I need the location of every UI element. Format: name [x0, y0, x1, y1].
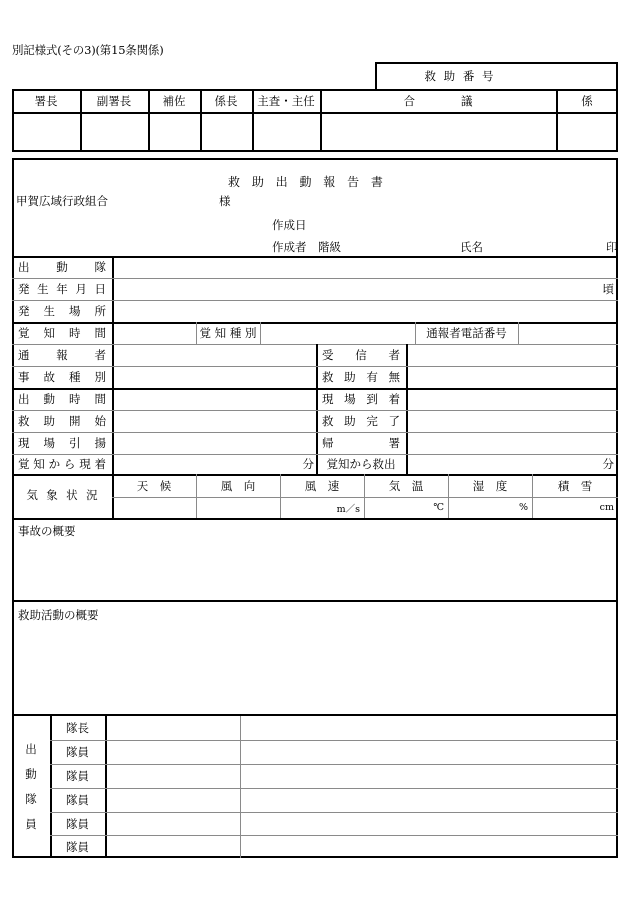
field-label-accident-type — [12, 366, 112, 388]
crew-name-5[interactable] — [105, 835, 240, 858]
field-label-rescue-start — [12, 410, 112, 432]
author-name-value[interactable] — [488, 236, 600, 252]
label-char: 者 — [94, 348, 106, 362]
label-char: 生 — [37, 282, 49, 296]
weather-section-label — [12, 474, 112, 518]
approval-header-chief: 署長 — [34, 93, 58, 108]
field-value-caller[interactable] — [112, 344, 316, 366]
label-char: 着 — [94, 457, 106, 471]
label-char: 時 — [69, 326, 81, 340]
field-label-return-station — [316, 432, 406, 454]
crew-role-3: 隊員 — [66, 793, 89, 807]
label-char: 月 — [75, 282, 87, 296]
label-char: 現 — [322, 392, 334, 406]
crew-note-5[interactable] — [240, 835, 618, 858]
label-char: 間 — [94, 326, 106, 340]
approval-header-consultation: 合 議 — [403, 93, 473, 108]
label-char: 状 — [66, 488, 78, 503]
approval-header-inspector: 主査・主任 — [257, 93, 315, 108]
field-label-caller — [12, 344, 112, 366]
label-char: 知 — [43, 326, 55, 340]
approval-value-section-chief[interactable] — [200, 112, 252, 152]
crew-side-label-char: 隊 — [25, 791, 37, 806]
weather-unit-snow: cm — [599, 502, 614, 513]
addressee-suffix: 様 — [219, 194, 231, 208]
weather-value-wind-direction[interactable] — [196, 497, 280, 518]
label-char: 覚 — [18, 457, 30, 471]
field-value-return-station[interactable] — [406, 432, 618, 454]
crew-note-4[interactable] — [240, 812, 618, 835]
field-value-scene-withdraw[interactable] — [112, 432, 316, 454]
approval-value-inspector[interactable] — [252, 112, 320, 152]
approval-value-chief[interactable] — [12, 112, 80, 152]
label-char: 況 — [86, 488, 98, 503]
label-char: 出 — [18, 392, 30, 406]
created-date-value[interactable] — [310, 214, 610, 230]
crew-note-0[interactable] — [240, 716, 618, 740]
label-char: 気 — [26, 488, 38, 503]
field-value-caller-phone[interactable] — [518, 322, 618, 344]
crew-name-1[interactable] — [105, 740, 240, 764]
label-char: 信 — [355, 348, 367, 362]
author-rank-label: 作成者 階級 — [272, 240, 341, 254]
approval-header-deputy-chief: 副署長 — [96, 93, 132, 108]
crew-name-2[interactable] — [105, 764, 240, 788]
field-value-occurrence-date[interactable] — [112, 278, 598, 300]
label-char: 救 — [18, 414, 30, 428]
label-char: 者 — [388, 348, 400, 362]
label-char: 現 — [79, 457, 91, 471]
approval-value-section[interactable] — [556, 112, 618, 152]
accident-summary-bottom-divider — [12, 600, 618, 602]
field-value-detection-type[interactable] — [260, 322, 415, 344]
label-char: 引 — [69, 436, 81, 450]
label-char: 象 — [46, 488, 58, 503]
weather-value-sky[interactable] — [112, 497, 196, 518]
crew-note-2[interactable] — [240, 764, 618, 788]
field-value-receiver[interactable] — [406, 344, 618, 366]
crew-role-0: 隊長 — [66, 721, 89, 735]
label-char: 年 — [56, 282, 68, 296]
rescue-activity-summary-label: 救助活動の概要 — [18, 608, 99, 622]
field-value-detect-to-arrival[interactable] — [112, 454, 300, 474]
accident-summary-label: 事故の概要 — [18, 524, 76, 538]
field-label-occurrence-date — [12, 278, 112, 300]
field-label-detect-to-arrival — [12, 454, 112, 474]
approval-value-deputy-chief[interactable] — [80, 112, 148, 152]
label-char: 日 — [94, 282, 106, 296]
label-char: 別 — [94, 370, 106, 384]
crew-role-1: 隊員 — [66, 745, 89, 759]
form-code-label: 別記様式(その3)(第15条関係) — [12, 43, 164, 57]
label-char: 了 — [388, 414, 400, 428]
crew-note-1[interactable] — [240, 740, 618, 764]
field-value-rescue-start[interactable] — [112, 410, 316, 432]
crew-name-3[interactable] — [105, 788, 240, 812]
field-label-rescue-complete — [316, 410, 406, 432]
label-char: 助 — [344, 414, 356, 428]
rescue-activity-summary-value[interactable] — [14, 625, 616, 713]
label-char: 場 — [43, 436, 55, 450]
label-char: 揚 — [94, 436, 106, 450]
approval-value-assistant[interactable] — [148, 112, 200, 152]
field-value-occurrence-place[interactable] — [112, 300, 618, 322]
label-char: 種 — [69, 370, 81, 384]
weather-header-wind-speed: 風 速 — [304, 478, 340, 493]
label-char: 生 — [43, 304, 55, 318]
crew-side-label-char: 出 — [25, 741, 37, 756]
label-char: 現 — [18, 436, 30, 450]
field-label-receiver — [316, 344, 406, 366]
label-char: 助 — [43, 414, 55, 428]
label-char: 隊 — [94, 260, 106, 274]
label-char: 時 — [69, 392, 81, 406]
organization-name: 甲賀広域行政組合 — [16, 194, 108, 208]
weather-unit-temperature: ℃ — [433, 502, 444, 513]
field-value-dispatch-unit[interactable] — [112, 256, 618, 278]
field-value-accident-type[interactable] — [112, 366, 316, 388]
approval-header-assistant: 補佐 — [162, 93, 186, 108]
field-value-rescue-presence[interactable] — [406, 366, 618, 388]
crew-side-label-char: 動 — [25, 766, 37, 781]
label-char: 所 — [94, 304, 106, 318]
label-char: 助 — [344, 370, 356, 384]
field-unit-detect-to-rescue: 分 — [602, 457, 614, 471]
label-char: 出 — [18, 260, 30, 274]
label-char: 覚 — [18, 326, 30, 340]
label-char: 始 — [94, 414, 106, 428]
rescue-number-label: 救 助 番 号 — [424, 68, 496, 83]
crew-role-5: 隊員 — [66, 839, 89, 854]
weather-header-snow: 積 雪 — [557, 478, 593, 493]
label-char: 無 — [388, 370, 400, 384]
crew-note-3[interactable] — [240, 788, 618, 812]
field-label-dispatch-unit — [12, 256, 112, 278]
field-value-detection-time[interactable] — [112, 322, 196, 344]
label-char: 場 — [69, 304, 81, 318]
label-char: か — [48, 457, 61, 471]
author-name-label: 氏名 — [460, 240, 483, 254]
rescue-number-value[interactable] — [535, 62, 615, 89]
crew-name-0[interactable] — [105, 716, 240, 740]
label-char: 動 — [43, 392, 55, 406]
label-char: 有 — [366, 370, 378, 384]
field-label-detect-to-rescue: 覚知から救出 — [326, 457, 396, 471]
accident-summary-value[interactable] — [14, 541, 616, 599]
weather-unit-humidity: % — [518, 502, 528, 513]
approval-value-consultation[interactable] — [320, 112, 556, 152]
field-label-caller-phone: 通報者電話番号 — [426, 326, 507, 340]
field-label-scene-withdraw — [12, 432, 112, 454]
label-char: 発 — [18, 304, 30, 318]
label-char: 救 — [322, 414, 334, 428]
weather-header-humidity: 湿 度 — [472, 478, 508, 493]
label-char: 報 — [56, 348, 68, 362]
crew-role-4: 隊員 — [66, 816, 89, 831]
label-char: ら — [63, 457, 76, 471]
approval-header-section-chief: 係長 — [214, 93, 238, 108]
weather-header-temperature: 気 温 — [388, 478, 424, 493]
label-char: 動 — [56, 260, 68, 274]
label-char: 通 — [18, 348, 30, 362]
crew-name-4[interactable] — [105, 812, 240, 835]
field-label-detection-time — [12, 322, 112, 344]
approval-header-section: 係 — [581, 93, 593, 108]
field-value-scene-arrival[interactable] — [406, 388, 618, 410]
field-unit-detect-to-arrival: 分 — [302, 457, 314, 471]
label-char: 着 — [388, 392, 400, 406]
field-value-rescue-complete[interactable] — [406, 410, 618, 432]
weather-header-sky: 天 候 — [136, 478, 172, 493]
author-rank-value[interactable] — [352, 236, 452, 252]
weather-unit-wind-speed: m／s — [336, 503, 360, 515]
label-char: 故 — [43, 370, 55, 384]
label-char: 開 — [69, 414, 81, 428]
created-date-label: 作成日 — [272, 218, 307, 232]
label-char: 署 — [388, 436, 400, 450]
label-char: 場 — [344, 392, 356, 406]
weather-header-wind-direction: 風 向 — [220, 478, 256, 493]
label-char: 救 — [322, 370, 334, 384]
field-value-detect-to-rescue[interactable] — [406, 454, 596, 474]
crew-role-2: 隊員 — [66, 769, 89, 783]
label-char: 知 — [33, 457, 45, 471]
label-char: 受 — [322, 348, 334, 362]
label-char: 帰 — [322, 436, 334, 450]
field-value-dispatch-time[interactable] — [112, 388, 316, 410]
field-label-detection-type: 覚 知 種 別 — [199, 326, 257, 340]
crew-side-label — [12, 730, 50, 844]
label-char: 事 — [18, 370, 30, 384]
field-suffix-occurrence-date: 頃 — [602, 282, 614, 296]
label-char: 完 — [366, 414, 378, 428]
weather-bottom-divider — [12, 518, 618, 520]
seal-label: 印 — [606, 240, 618, 254]
field-label-dispatch-time — [12, 388, 112, 410]
label-char: 間 — [94, 392, 106, 406]
field-label-rescue-presence — [316, 366, 406, 388]
label-char: 到 — [366, 392, 378, 406]
field-label-occurrence-place — [12, 300, 112, 322]
field-label-scene-arrival — [316, 388, 406, 410]
form-title: 救 助 出 動 報 告 書 — [228, 175, 387, 189]
label-char: 発 — [18, 282, 30, 296]
crew-side-label-char: 員 — [25, 816, 37, 831]
